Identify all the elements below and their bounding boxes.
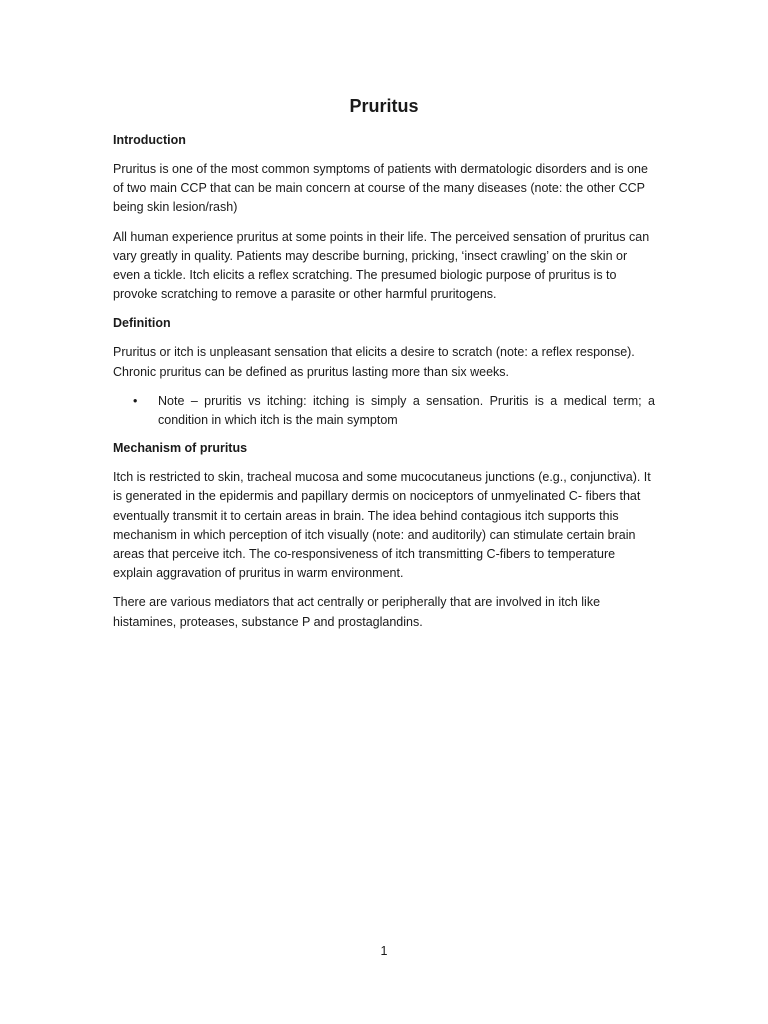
list-item (113, 392, 655, 430)
introduction-paragraph: Pruritus is one of the most common symptoms of patients with dermatologic disorders and is one of two main CCP that can be main concern at course of the many diseases (note: the other CCP being skin lesion/rash) (113, 162, 648, 215)
introduction-paragraph: All human experience pruritus at some points in their life. The perceived sensation of pruritus can vary greatly in quality. Patients may describe burning, pricking, ‘insect crawling’ on the skin or even a tickle. Itch elicits a reflex scratching. The presumed biologic purpose of pruritus is to provoke scratching to remove a parasite or other harmful pruritogens. (113, 229, 650, 302)
document-body (113, 94, 655, 642)
mechanism-paragraph: Itch is restricted to skin, tracheal mucosa and some mucocutaneus junctions (e.g., conjunctiva). It is generated in the epidermis and papillary dermis on nociceptors of unmyelinated C- fibers that eventually transmit it to certain areas in brain. The idea behind contagious itch supports this mechanism in which perception of itch visually (note: and auditorily) can stimulate certain brain areas that perceive itch. The co-responsiveness of itch transmitting C-fibers to temperature explain aggravation of pruritus in warm environment. (113, 470, 651, 581)
bullet-text: Note – pruritis vs itching: itching is simply a sensation. Pruritis is a medical term; a condition in which itch is the main symptom (158, 393, 655, 428)
section-heading-mechanism: Mechanism of pruritus (113, 441, 248, 456)
section-heading-introduction: Introduction (113, 133, 186, 147)
section-heading-definition: Definition (113, 316, 171, 331)
definition-paragraph: Pruritus or itch is unpleasant sensation that elicits a desire to scratch (note: a reflex response). Chronic pruritus can be defined as pruritus lasting more than six weeks. (113, 345, 635, 379)
page-title: Pruritus (349, 96, 419, 116)
bullet-icon: • (133, 393, 138, 408)
page-number: 1 (380, 944, 388, 958)
definition-bullet-list (113, 392, 655, 430)
mechanism-paragraph: There are various mediators that act centrally or peripherally that are involved in itch like histamines, proteases, substance P and prostaglandins. (113, 595, 601, 629)
